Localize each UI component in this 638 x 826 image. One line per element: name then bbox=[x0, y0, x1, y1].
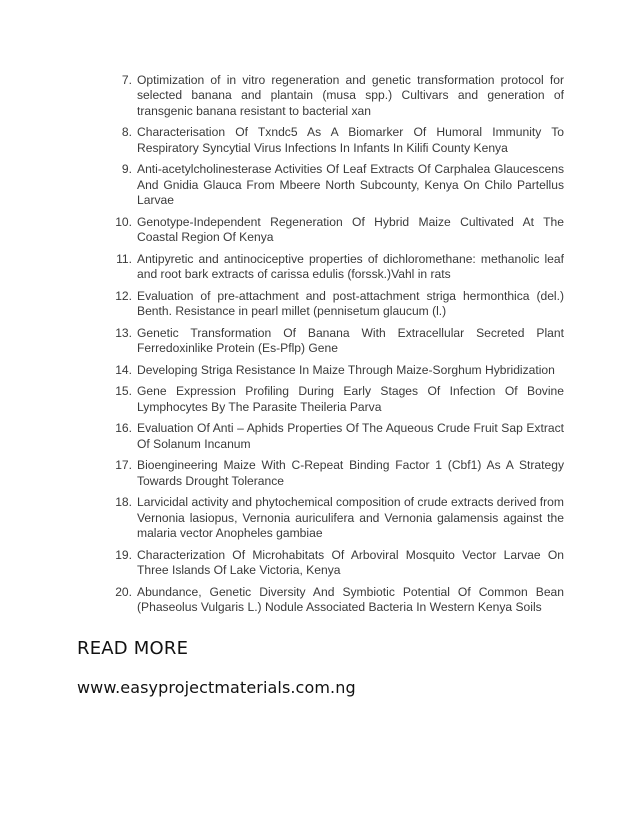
list-item-text: Evaluation Of Anti – Aphids Properties Of The Aqueous Crude Fruit Sap Extract Of Solanum Incanum bbox=[137, 421, 564, 451]
list-item-number: 9. bbox=[121, 162, 132, 177]
website-link[interactable]: www.easyprojectmaterials.com.ng bbox=[77, 678, 356, 697]
list-item-number: 20. bbox=[115, 584, 132, 599]
list-item-text: Developing Striga Resistance In Maize Through Maize-Sorghum Hybridization bbox=[137, 362, 555, 377]
list-item-text: Antipyretic and antinociceptive properties of dichloromethane: methanolic leaf and root bark extracts of carissa edulis (forssk.)Vahl in rats bbox=[137, 251, 564, 282]
list-item-number: 19. bbox=[115, 547, 132, 562]
list-item bbox=[106, 585, 564, 616]
list-item bbox=[106, 289, 564, 320]
list-item-text: Genotype-Independent Regeneration Of Hybrid Maize Cultivated At The Coastal Region Of Kenya bbox=[137, 214, 564, 245]
list-item-text: Abundance, Genetic Diversity And Symbiotic Potential Of Common Bean (Phaseolus Vulgaris L.) Nodule Associated Bacteria In Western Kenya Soils bbox=[137, 584, 564, 615]
list-item-number: 10. bbox=[115, 214, 132, 229]
list-item-number: 16. bbox=[115, 421, 132, 436]
list-item-text: Evaluation of pre-attachment and post-attachment striga hermonthica (del.) Benth. Resistance in pearl millet (pennisetum glaucum (l.) bbox=[137, 288, 564, 319]
list-item bbox=[106, 215, 564, 246]
list-item bbox=[106, 252, 564, 283]
list-item-text: Bioengineering Maize With C-Repeat Binding Factor 1 (Cbf1) As A Strategy Towards Drought Tolerance bbox=[137, 458, 564, 488]
list-item bbox=[106, 125, 564, 156]
list-item-number: 7. bbox=[121, 73, 132, 87]
list-item-number: 18. bbox=[115, 495, 132, 510]
list-item bbox=[106, 495, 564, 541]
list-item-number: 15. bbox=[115, 384, 132, 399]
list-item bbox=[106, 384, 564, 415]
list-item-text: Anti-acetylcholinesterase Activities Of Leaf Extracts Of Carphalea Glaucescens And Gnidia Glauca From Mbeere North Subcounty, Kenya On Chilo Partellus Larvae bbox=[137, 162, 564, 208]
list-item-text: Genetic Transformation Of Banana With Extracellular Secreted Plant Ferredoxinlike Protein (Es-Pflp) Gene bbox=[137, 325, 564, 356]
list-item-number: 17. bbox=[115, 458, 132, 473]
list-item bbox=[106, 421, 564, 452]
list-item bbox=[106, 548, 564, 579]
list-item-text: Gene Expression Profiling During Early Stages Of Infection Of Bovine Lymphocytes By The Parasite Theileria Parva bbox=[137, 384, 564, 414]
list-item-text: Characterisation Of Txndc5 As A Biomarker Of Humoral Immunity To Respiratory Syncytial Virus Infections In Infants In Kilifi County Kenya bbox=[137, 125, 564, 155]
list-item bbox=[106, 363, 564, 378]
list-item-text: Larvicidal activity and phytochemical composition of crude extracts derived from Vernonia lasiopus, Vernonia auriculifera and Vernonia galamensis against the malaria vector Anopheles gambiae bbox=[137, 495, 564, 541]
list-item-number: 12. bbox=[115, 288, 132, 303]
list-item-number: 14. bbox=[115, 362, 132, 377]
list-item-text: Characterization Of Microhabitats Of Arboviral Mosquito Vector Larvae On Three Islands Of Lake Victoria, Kenya bbox=[137, 547, 564, 578]
list-item-number: 11. bbox=[116, 251, 132, 266]
reference-list bbox=[106, 73, 564, 622]
list-item bbox=[106, 326, 564, 357]
list-item-number: 8. bbox=[121, 125, 132, 140]
list-item-text: Optimization of in vitro regeneration and genetic transformation protocol for selected banana and plantain (musa spp.) Cultivars and generation of transgenic banana resistant to bacterial xan bbox=[137, 73, 564, 118]
list-item bbox=[106, 162, 564, 208]
list-item bbox=[106, 458, 564, 489]
read-more-link[interactable]: READ MORE bbox=[77, 638, 189, 659]
list-item-number: 13. bbox=[115, 325, 132, 340]
list-item bbox=[106, 73, 564, 119]
